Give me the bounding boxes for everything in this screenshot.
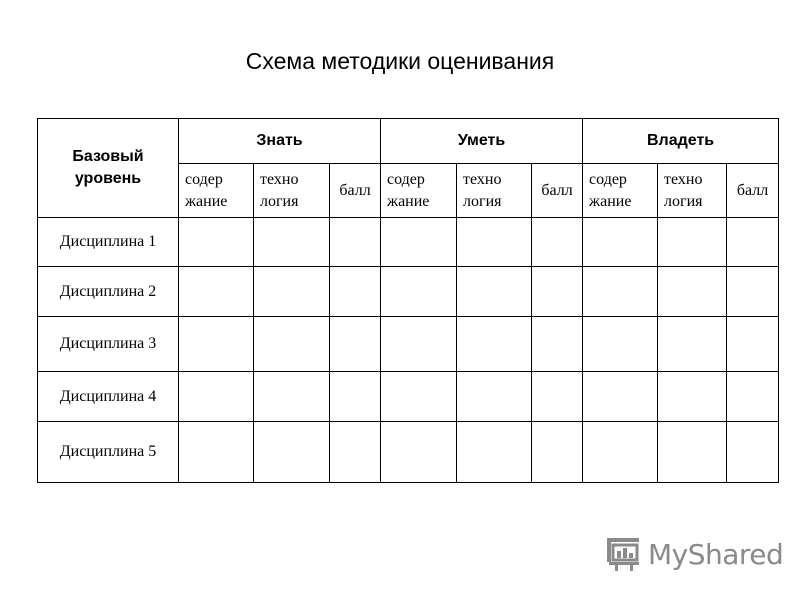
group-header-can: Уметь bbox=[381, 119, 583, 164]
table-cell bbox=[532, 317, 583, 372]
table-row bbox=[38, 372, 779, 422]
table-cell bbox=[254, 372, 330, 422]
table-cell bbox=[254, 218, 330, 267]
table-cell bbox=[583, 218, 658, 267]
logo-text: MyShared bbox=[648, 537, 784, 571]
table-cell bbox=[658, 218, 727, 267]
table-cell bbox=[658, 372, 727, 422]
table-cell bbox=[727, 422, 779, 483]
row-label: Дисциплина 5 bbox=[38, 422, 179, 483]
page-title: Схема методики оценивания bbox=[245, 48, 555, 74]
table-cell bbox=[330, 372, 381, 422]
table-cell bbox=[457, 218, 532, 267]
corner-header: Базовый уровень bbox=[38, 119, 179, 218]
row-label: Дисциплина 3 bbox=[38, 317, 179, 372]
table-cell bbox=[179, 267, 254, 317]
table-cell bbox=[532, 218, 583, 267]
table-row bbox=[38, 267, 779, 317]
table-cell bbox=[381, 372, 457, 422]
subheader-technology: техно логия bbox=[658, 164, 727, 218]
table-cell bbox=[727, 317, 779, 372]
table-cell bbox=[658, 267, 727, 317]
table-cell bbox=[254, 267, 330, 317]
table-cell bbox=[457, 372, 532, 422]
table-row bbox=[38, 218, 779, 267]
subheader-content: содер жание bbox=[583, 164, 658, 218]
table-cell bbox=[330, 317, 381, 372]
subheader-score: балл bbox=[727, 164, 779, 218]
assessment-table bbox=[37, 118, 779, 483]
table-cell bbox=[381, 267, 457, 317]
table-cell bbox=[330, 218, 381, 267]
table-cell bbox=[381, 317, 457, 372]
row-label: Дисциплина 4 bbox=[38, 372, 179, 422]
table-cell bbox=[457, 267, 532, 317]
table-cell bbox=[658, 317, 727, 372]
table-cell bbox=[179, 218, 254, 267]
table-cell bbox=[583, 317, 658, 372]
subheader-content: содер жание bbox=[179, 164, 254, 218]
table-cell bbox=[583, 372, 658, 422]
table-cell bbox=[532, 422, 583, 483]
table-cell bbox=[381, 422, 457, 483]
group-header-master: Владеть bbox=[583, 119, 779, 164]
subheader-technology: техно логия bbox=[254, 164, 330, 218]
table-cell bbox=[727, 267, 779, 317]
table-row bbox=[38, 317, 779, 372]
table-cell bbox=[330, 422, 381, 483]
subheader-technology: техно логия bbox=[457, 164, 532, 218]
table-cell bbox=[583, 422, 658, 483]
group-header-know: Знать bbox=[179, 119, 381, 164]
table-cell bbox=[727, 372, 779, 422]
table-cell bbox=[532, 267, 583, 317]
table-row bbox=[38, 422, 779, 483]
table-cell bbox=[457, 422, 532, 483]
table-cell bbox=[179, 422, 254, 483]
table-cell bbox=[583, 267, 658, 317]
table-cell bbox=[179, 317, 254, 372]
table-cell bbox=[532, 372, 583, 422]
table-cell bbox=[330, 267, 381, 317]
myshared-logo[interactable] bbox=[606, 536, 783, 572]
presentation-board-icon bbox=[606, 536, 644, 572]
subheader-score: балл bbox=[330, 164, 381, 218]
table-cell bbox=[254, 422, 330, 483]
table-cell bbox=[179, 372, 254, 422]
table-cell bbox=[381, 218, 457, 267]
table-cell bbox=[254, 317, 330, 372]
table-cell bbox=[727, 218, 779, 267]
table-cell bbox=[457, 317, 532, 372]
row-label: Дисциплина 1 bbox=[38, 218, 179, 267]
row-label: Дисциплина 2 bbox=[38, 267, 179, 317]
subheader-content: содер жание bbox=[381, 164, 457, 218]
subheader-score: балл bbox=[532, 164, 583, 218]
table-cell bbox=[658, 422, 727, 483]
